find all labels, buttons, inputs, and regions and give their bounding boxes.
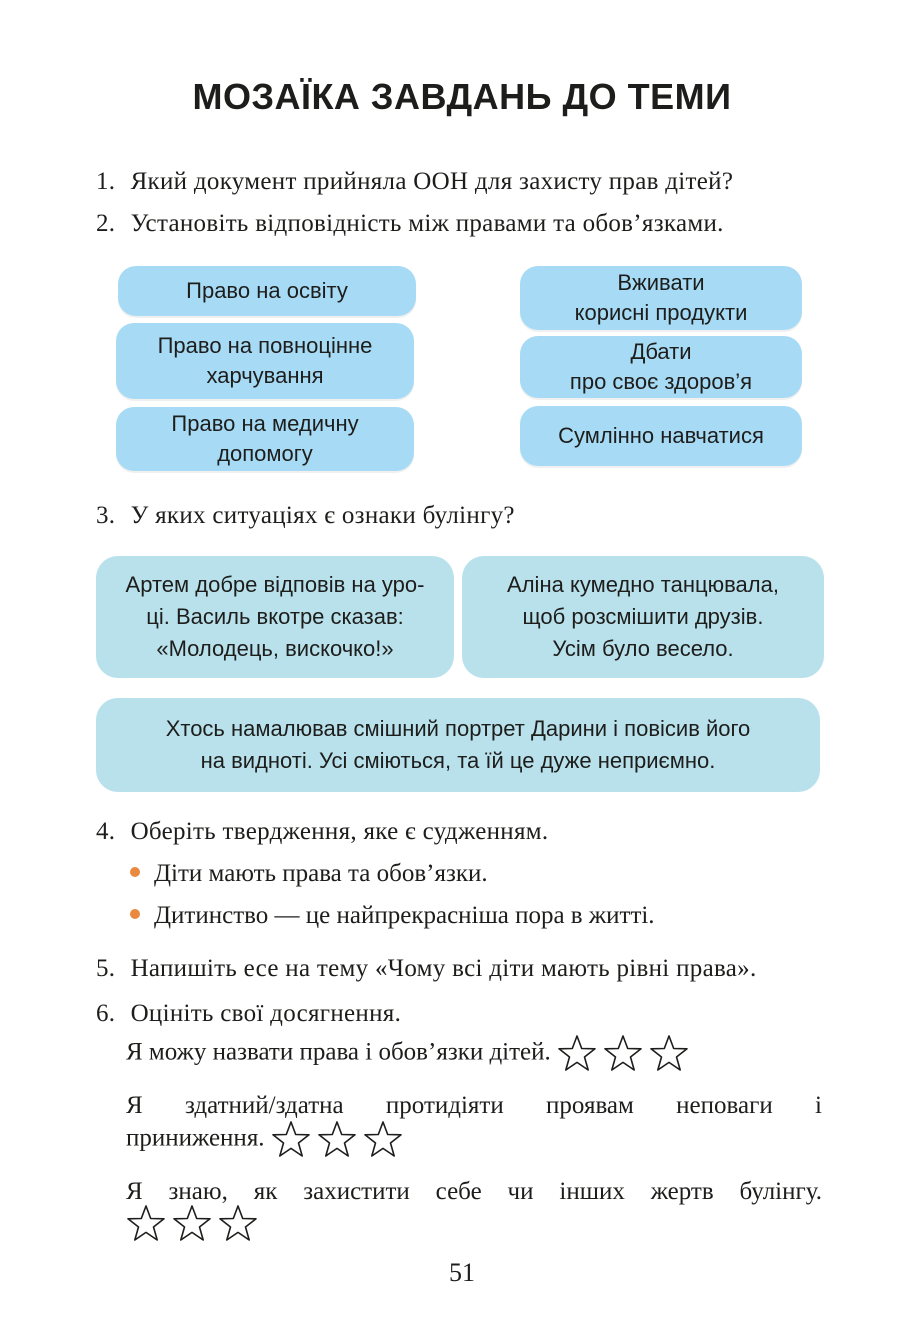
self-assessment-item-2-line-1 bbox=[126, 1092, 822, 1120]
bullet-icon bbox=[130, 867, 140, 877]
right-label: Право на медичну допомогу bbox=[171, 411, 359, 466]
question-4 bbox=[96, 818, 548, 846]
statement-text: Діти мають права та обов’язки. bbox=[154, 860, 488, 887]
star-outline-icon[interactable] bbox=[172, 1204, 212, 1244]
duty-box-healthy-food bbox=[520, 266, 802, 330]
question-text: Оцініть свої досягнення. bbox=[130, 1000, 402, 1027]
right-label: Право на повноцінне харчування bbox=[157, 333, 373, 388]
question-text: Напишіть есе на тему «Чому всі діти мають рівні права». bbox=[130, 955, 757, 982]
star-rating[interactable] bbox=[126, 1204, 258, 1244]
self-assessment-text: приниження. bbox=[126, 1124, 265, 1152]
star-rating[interactable] bbox=[271, 1120, 403, 1160]
situation-box-alina bbox=[462, 556, 824, 678]
question-5 bbox=[96, 955, 757, 983]
self-assessment-item-3-line-1 bbox=[126, 1178, 822, 1206]
question-3 bbox=[96, 502, 515, 530]
self-assessment-item-3-line-2 bbox=[126, 1204, 822, 1244]
star-outline-icon[interactable] bbox=[218, 1204, 258, 1244]
question-2 bbox=[96, 210, 724, 238]
star-rating[interactable] bbox=[557, 1034, 689, 1074]
self-assessment-text: Я можу назвати права і обов’язки дітей. bbox=[126, 1038, 551, 1066]
self-assessment-text: Я знаю, як захистити себе чи інших жертв булінгу. bbox=[126, 1178, 822, 1205]
right-box-medical bbox=[116, 407, 414, 471]
situation-text: Артем добре відповів на уро- ці. Василь вкотре сказав: «Молодець, вискочко!» bbox=[125, 572, 425, 661]
star-outline-icon[interactable] bbox=[271, 1120, 311, 1160]
bullet-icon bbox=[130, 909, 140, 919]
right-label: Право на освіту bbox=[186, 278, 348, 303]
star-outline-icon[interactable] bbox=[603, 1034, 643, 1074]
star-outline-icon[interactable] bbox=[363, 1120, 403, 1160]
situation-box-daryna bbox=[96, 698, 820, 792]
duty-label: Дбати про своє здоров’я bbox=[569, 339, 753, 394]
duty-label: Сумлінно навчатися bbox=[558, 423, 764, 448]
self-assessment-text: Я здатний/здатна протидіяти проявам неповаги і bbox=[126, 1092, 822, 1119]
question-number: 4. bbox=[96, 818, 116, 845]
situation-text: Аліна кумедно танцювала, щоб розсмішити друзів. Усім було весело. bbox=[507, 572, 779, 661]
duty-box-study bbox=[520, 406, 802, 466]
question-1 bbox=[96, 168, 733, 196]
question-text: Який документ прийняла ООН для захисту прав дітей? bbox=[130, 168, 734, 195]
page-title: МОЗАЇКА ЗАВДАНЬ ДО ТЕМИ bbox=[192, 76, 732, 117]
page-number: 51 bbox=[449, 1258, 475, 1287]
question-text: У яких ситуаціях є ознаки булінгу? bbox=[130, 502, 515, 529]
question-text: Установіть відповідність між правами та обов’язками. bbox=[130, 210, 724, 237]
statement-item bbox=[130, 860, 488, 888]
duty-label: Вживати корисні продукти bbox=[574, 270, 748, 325]
question-6 bbox=[96, 1000, 401, 1028]
self-assessment-item-2-line-2 bbox=[126, 1120, 822, 1160]
star-outline-icon[interactable] bbox=[557, 1034, 597, 1074]
question-number: 2. bbox=[96, 210, 116, 237]
question-number: 5. bbox=[96, 955, 116, 982]
self-assessment-item-1 bbox=[126, 1034, 822, 1074]
statement-item bbox=[130, 902, 655, 930]
question-number: 6. bbox=[96, 1000, 116, 1027]
question-number: 3. bbox=[96, 502, 116, 529]
question-text: Оберіть твердження, яке є судженням. bbox=[130, 818, 549, 845]
duty-box-health bbox=[520, 336, 802, 398]
right-box-education bbox=[118, 266, 416, 316]
situation-box-artem bbox=[96, 556, 454, 678]
star-outline-icon[interactable] bbox=[649, 1034, 689, 1074]
question-number: 1. bbox=[96, 168, 116, 195]
statement-text: Дитинство — це найпрекрасніша пора в житті. bbox=[154, 902, 655, 929]
star-outline-icon[interactable] bbox=[317, 1120, 357, 1160]
situation-text: Хтось намалював смішний портрет Дарини і повісив його на видноті. Усі сміються, та їй це дуже неприємно. bbox=[165, 716, 751, 773]
star-outline-icon[interactable] bbox=[126, 1204, 166, 1244]
right-box-nutrition bbox=[116, 323, 414, 399]
